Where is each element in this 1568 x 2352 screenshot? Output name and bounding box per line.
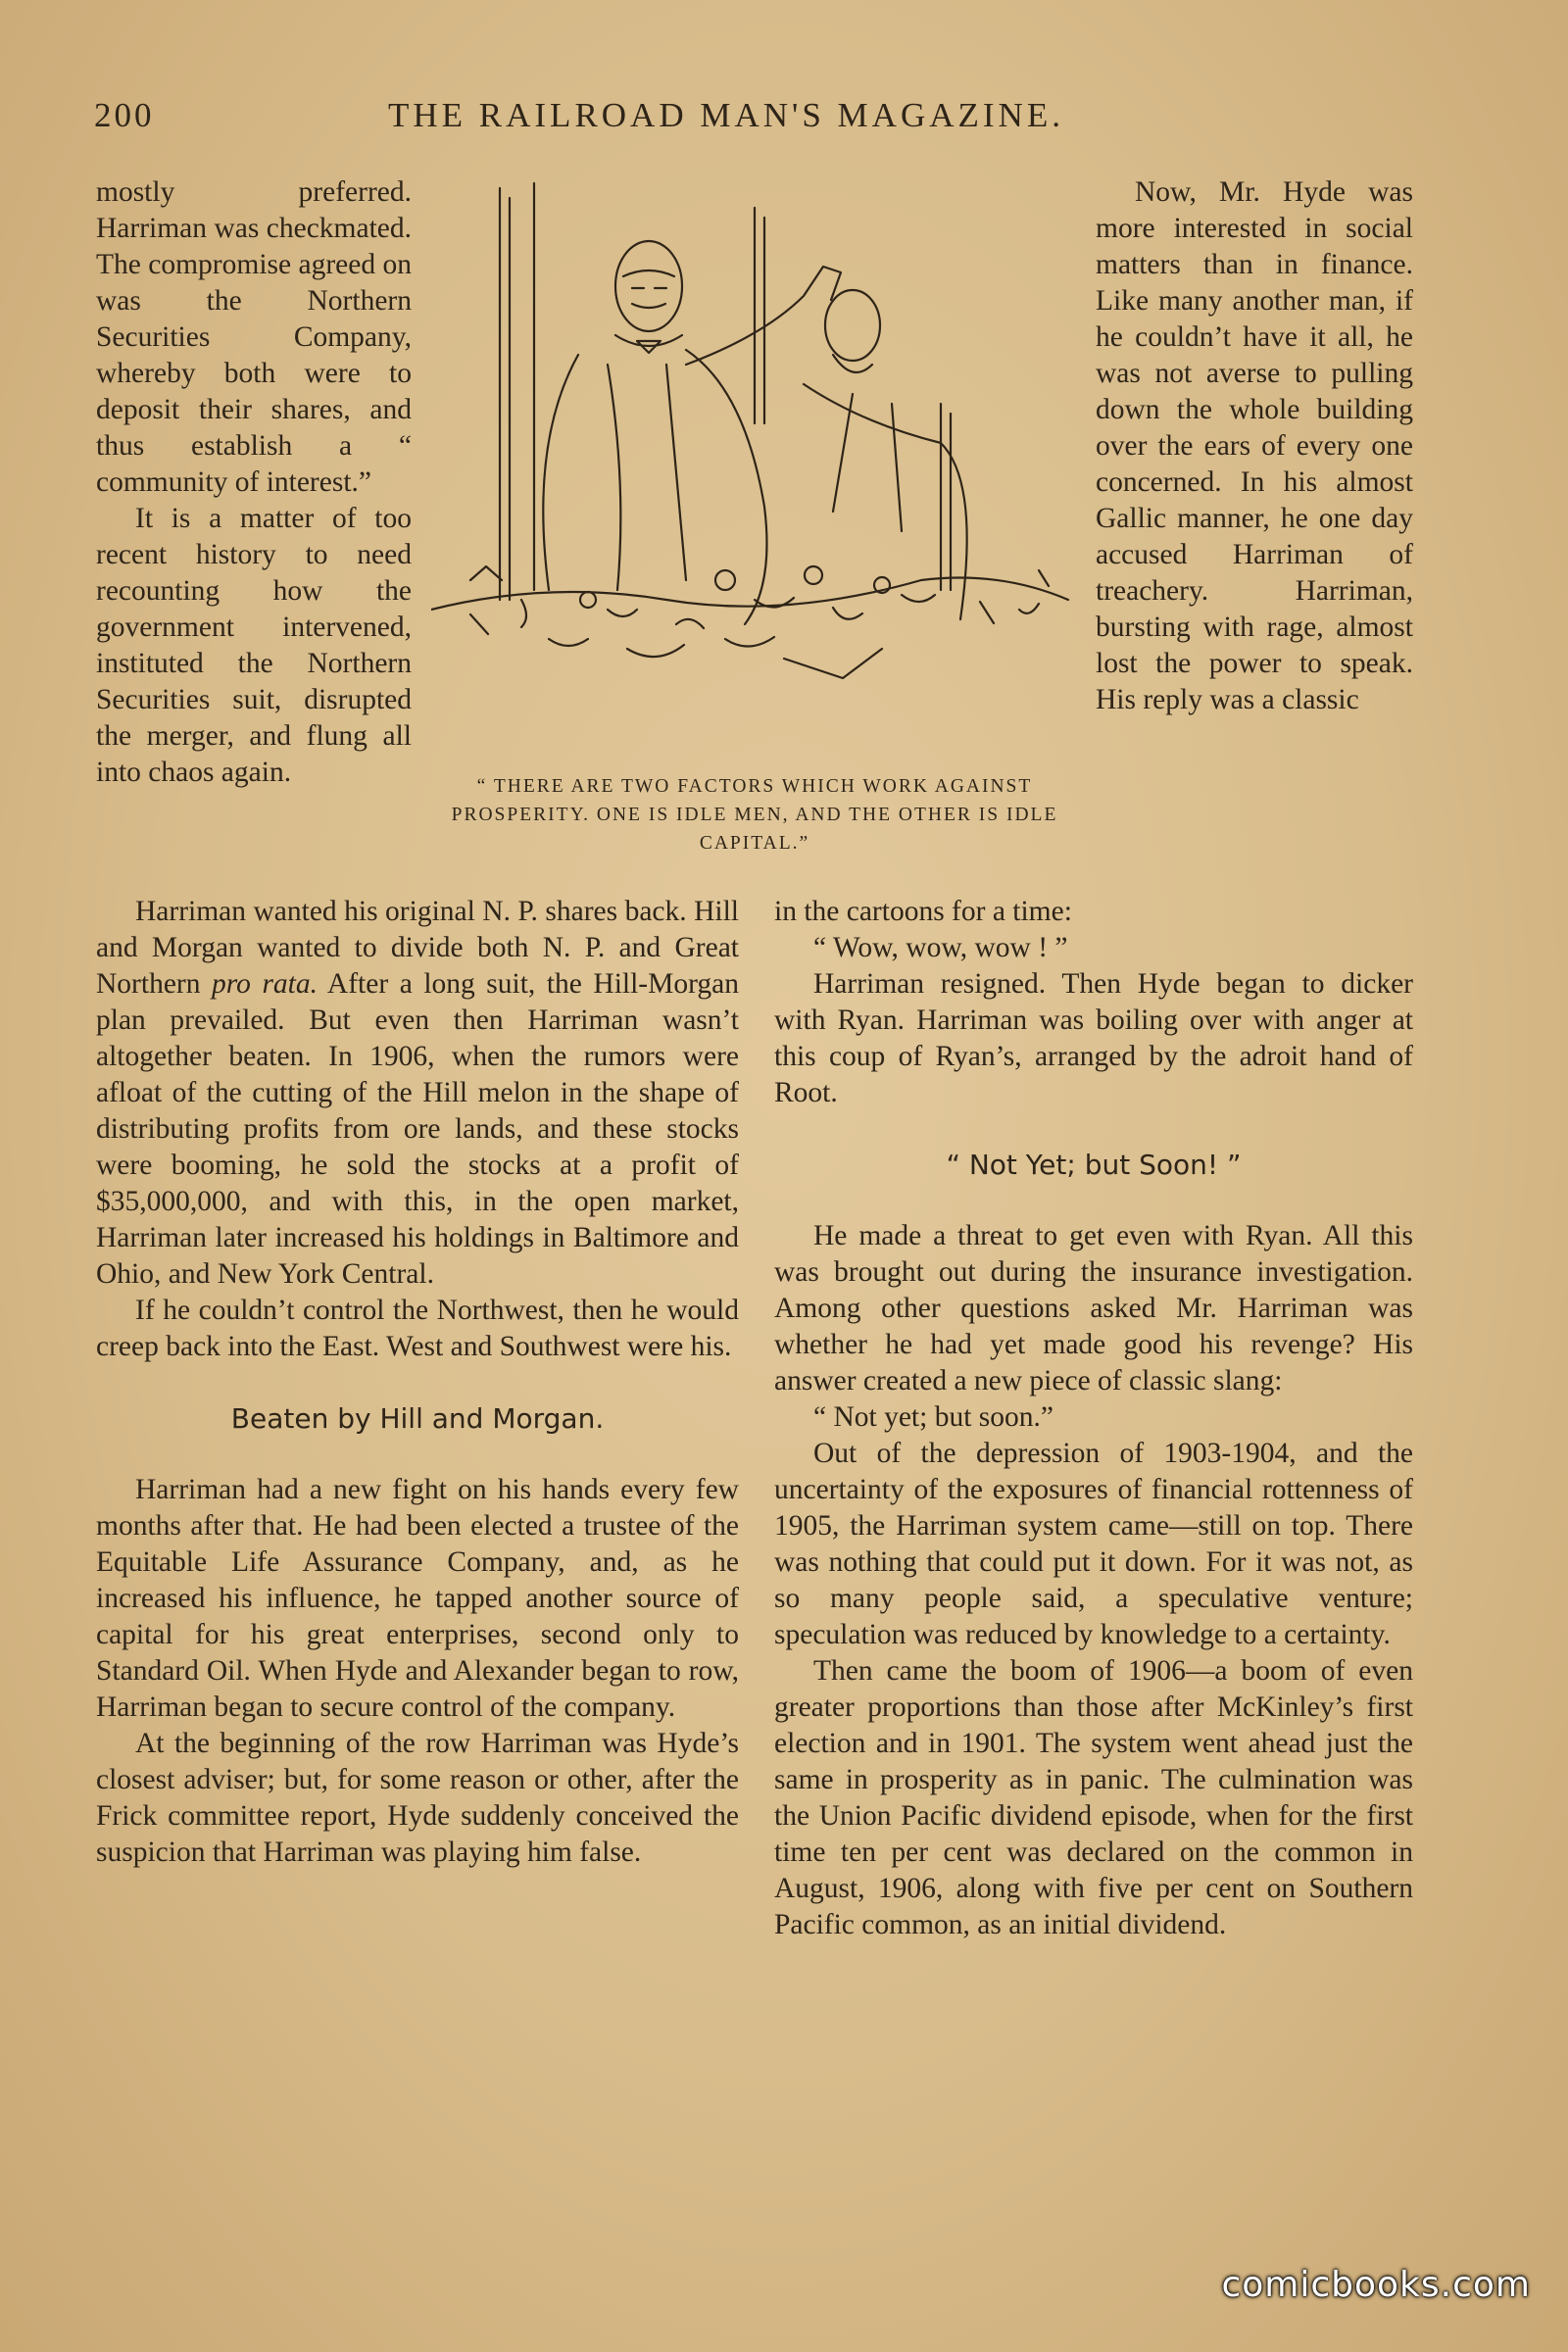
man-head [615,241,682,331]
paragraph: Harriman resigned. Then Hyde began to dicker with Ryan. Harriman was boiling over with anger at this coup of Ryan’s, arranged by the adroit hand of Root. [774,968,1413,1108]
text-span: Harriman wanted his original N. P. shares back. Hill and Morgan wanted to divide both N. P. and Great Northern [96,896,739,1000]
left-wrap-text [96,174,412,791]
paragraph: He made a threat to get even with Ryan. All this was brought out during the insurance investigation. Among other questions asked Mr. Harriman was whether he had yet made good his revenge? His answer created a new piece of classic slang: [774,1220,1413,1396]
mustache [632,304,665,308]
paragraph: Out of the depression of 1903-1904, and the uncertainty of the exposures of financial rottenness of 1905, the Harriman system came—still on top. There was nothing that could put it down. For it was not, as so many people said, a speculative venture; speculation was reduced by knowledge to a certainty. [774,1438,1413,1650]
text-span: After a long suit, the Hill-Morgan plan prevailed. But even then Harriman wasn’t altogether beaten. In 1906, when the rumors were afloat of the cutting of the Hill melon in the shape of distributing profits from ore lands, and these stocks were booming, he sold the stocks at a profit of $35,000,000, and with this, in the open market, Harriman later increased his holdings in Baltimore and Ohio, and New York Central. [96,968,739,1290]
coat-outline [543,350,766,624]
page-number: 200 [94,96,155,134]
page-header [94,96,1476,145]
table-edge [431,578,1068,611]
right-column [774,894,1413,1943]
paragraph: Then came the boom of 1906—a boom of even greater proportions than those after McKinley’s first election and in 1901. The system went ahead just the same in prosperity as in panic. The culmination was the Union Pacific dividend episode, when for the first time ten per cent was declared on the common in August, 1906, along with five per cent on Southern Pacific common, as an initial dividend. [774,1655,1413,1940]
section-heading: “ Not Yet; but Soon! ” [946,1149,1242,1181]
flower [805,566,822,584]
table-debris [470,595,1039,634]
second-man-body [804,355,967,619]
flower [580,592,596,608]
section-heading: Beaten by Hill and Morgan. [230,1402,605,1435]
cartoon-illustration [431,178,1078,747]
quote-line: “ Wow, wow, wow ! ” [813,932,1068,963]
paragraph [96,894,739,1293]
second-man-head [825,290,880,361]
second-man-coat [833,394,902,531]
paragraph: If he couldn’t control the Northwest, then he would creep back into the East. West and Southwest were his. [96,1295,739,1362]
left-column [96,894,739,1871]
magazine-title: THE RAILROAD MAN'S MAGAZINE. [388,96,1064,134]
paragraph: Harriman had a new fight on his hands every few months after that. He had been elected a trustee of the Equitable Life Assurance Company, and, as he increased his influence, he tapped another source of capital for his great enterprises, second only to Standard Oil. When Hyde and Alexander began to row, Harriman began to secure control of the company. [96,1474,739,1723]
site-watermark: comicbooks.com [1221,2265,1531,2305]
illustration-caption: “ THERE ARE TWO FACTORS WHICH WORK AGAINST PROSPERITY. ONE IS IDLE MEN, AND THE OTHER IS IDLE CAPITAL.” [451,776,1058,854]
spilled-glasses [549,637,882,678]
eyebrows [623,270,674,276]
paragraph: Now, Mr. Hyde was more interested in social matters than in finance. Like many another man, if he couldn’t have it all, he was not averse to pulling down the whole building over the ears of every one concerned. In his almost Gallic manner, he one day accused Harriman of treachery. Harriman, bursting with rage, almost lost the power to speak. His reply was a classic [1096,176,1413,715]
paragraph: At the beginning of the row Harriman was Hyde’s closest adviser; but, for some reason or other, after the Frick committee report, Hyde suddenly conceived the suspicion that Harriman was playing him false. [96,1728,739,1868]
right-wrap-text [1096,174,1413,718]
flower [715,570,735,590]
paragraph: mostly preferred. Harriman was checkmated. The compromise agreed on was the Northern Securities Company, whereby both were to deposit their shares, and thus establish a “ community of interest.” [96,176,412,498]
coat-lapels [608,365,686,590]
paragraph: in the cartoons for a time: [774,896,1072,927]
wine-glass [470,566,1049,586]
quote-line: “ Not yet; but soon.” [813,1401,1054,1433]
italic-text: pro rata. [212,968,318,1000]
paragraph: It is a matter of too recent history to need recounting how the government intervened, instituted the Northern Securities suit, disrupted the merger, and flung all into chaos again. [96,503,412,788]
